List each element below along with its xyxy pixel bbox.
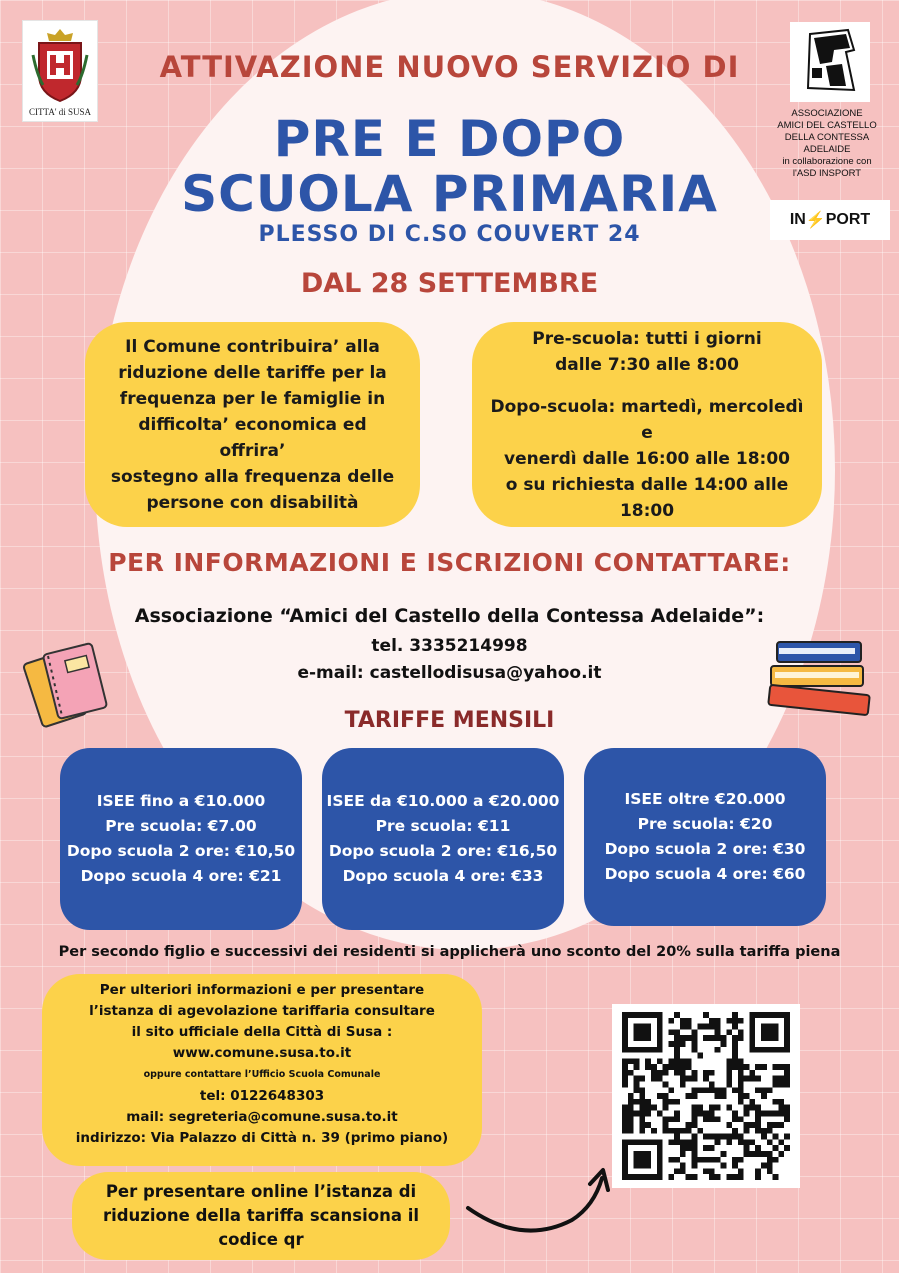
support-line: Il Comune contribuira’ alla: [125, 336, 380, 357]
office-contact-line: oppure contattare l’Ufficio Scuola Comunale: [143, 1069, 381, 1080]
tariffs-heading: TARIFFE MENSILI: [344, 708, 555, 733]
contact-heading: PER INFORMAZIONI E ISCRIZIONI CONTATTARE:: [108, 548, 791, 577]
insport-logo-a: IN: [789, 211, 806, 228]
tariff-dopo4: Dopo scuola 4 ore: €21: [80, 867, 282, 885]
curved-arrow-icon: [462, 1160, 612, 1244]
more-info-line: il sito ufficiale della Città di Susa :: [131, 1024, 393, 1040]
more-info-line: Per ulteriori informazioni e per presentare: [99, 982, 425, 998]
tariff-card: [322, 748, 564, 930]
association-line: l'ASD INSPORT: [792, 168, 862, 179]
tariff-band: ISEE fino a €10.000: [96, 792, 266, 810]
post-schedule-line: Dopo-scuola: martedì, mercoledì e: [490, 396, 804, 443]
tariff-dopo2: Dopo scuola 2 ore: €16,50: [328, 842, 558, 860]
start-date: DAL 28 SETTEMBRE: [300, 268, 599, 299]
qr-prompt-line: Per presentare online l’istanza di: [105, 1182, 417, 1201]
association-line: in collaborazione con: [782, 156, 872, 167]
qr-prompt-line: codice qr: [218, 1230, 304, 1249]
office-address: indirizzo: Via Palazzo di Città n. 39 (primo piano): [75, 1130, 449, 1146]
association-line: AMICI DEL CASTELLO: [777, 120, 877, 131]
office-email[interactable]: mail: segreteria@comune.susa.to.it: [126, 1109, 398, 1125]
location-label: PLESSO DI C.SO COUVERT 24: [258, 222, 641, 247]
tariff-dopo2: Dopo scuola 2 ore: €10,50: [66, 842, 296, 860]
municipal-support-box: [85, 322, 420, 527]
tariff-pre: Pre scuola: €11: [375, 817, 511, 835]
contact-phone[interactable]: tel. 3335214998: [371, 636, 528, 656]
tariff-pre: Pre scuola: €7.00: [105, 817, 257, 835]
support-line: riduzione delle tariffe per la: [118, 362, 387, 383]
pre-schedule-line: Pre-scuola: tutti i giorni: [532, 328, 762, 349]
qr-prompt-box: [72, 1172, 450, 1260]
website-link[interactable]: www.comune.susa.to.it: [172, 1045, 352, 1061]
support-line: frequenza per le famiglie in: [119, 388, 386, 409]
contact-name: Associazione “Amici del Castello della Contessa Adelaide”:: [134, 605, 765, 627]
tariff-card: [584, 748, 826, 926]
qr-prompt-line: riduzione della tariffa scansiona il: [102, 1206, 420, 1225]
tariff-dopo4: Dopo scuola 4 ore: €33: [342, 867, 544, 885]
office-phone[interactable]: tel: 0122648303: [199, 1088, 325, 1104]
tariff-band: ISEE oltre €20.000: [624, 790, 786, 808]
bolt-icon: ⚡: [805, 212, 826, 229]
association-line: DELLA CONTESSA: [784, 132, 870, 143]
tariff-dopo4: Dopo scuola 4 ore: €60: [604, 865, 806, 883]
tariff-card: [60, 748, 302, 930]
qr-code-icon: [620, 1012, 792, 1180]
association-line: ASSOCIAZIONE: [791, 108, 863, 119]
association-line: ADELAIDE: [803, 144, 851, 155]
support-line: sostegno alla frequenza delle: [110, 466, 395, 487]
post-schedule-line: venerdì dalle 16:00 alle 18:00: [503, 448, 790, 469]
tariff-band: ISEE da €10.000 a €20.000: [326, 792, 560, 810]
qr-code[interactable]: [612, 1004, 800, 1188]
title-scuola-primaria: SCUOLA PRIMARIA: [181, 165, 718, 223]
title-pre-dopo: PRE E DOPO: [273, 110, 626, 168]
schedule-box: [472, 322, 822, 527]
more-info-box: [42, 974, 482, 1166]
discount-note: Per secondo figlio e successivi dei residenti si applicherà uno sconto del 20% sulla tariffa piena: [58, 944, 841, 960]
support-line: persone con disabilità: [146, 492, 359, 513]
title-activation: ATTIVAZIONE NUOVO SERVIZIO DI: [159, 50, 740, 84]
more-info-line: l’istanza di agevolazione tariffaria consultare: [89, 1003, 435, 1019]
pre-schedule-line: dalle 7:30 alle 8:00: [555, 354, 739, 375]
insport-logo-b: PORT: [825, 211, 871, 228]
city-caption: CITTA' di SUSA: [29, 107, 91, 117]
support-line: difficolta’ economica ed offrira’: [138, 414, 367, 461]
post-schedule-line: o su richiesta dalle 14:00 alle 18:00: [505, 474, 789, 521]
tariff-pre: Pre scuola: €20: [637, 815, 773, 833]
contact-email[interactable]: e-mail: castellodisusa@yahoo.it: [297, 663, 602, 683]
tariff-dopo2: Dopo scuola 2 ore: €30: [604, 840, 806, 858]
